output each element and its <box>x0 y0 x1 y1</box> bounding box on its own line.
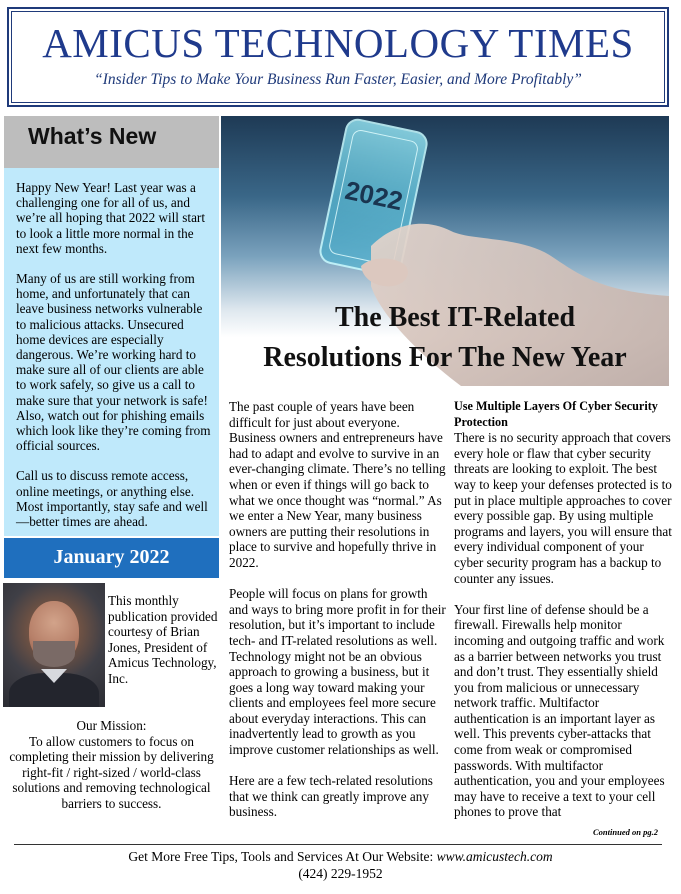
whats-new-title: What’s New <box>28 123 157 149</box>
mission-statement <box>4 718 219 812</box>
phone-year-text: 2022 <box>342 174 406 217</box>
mission-heading: Our Mission: <box>76 718 147 733</box>
footer-prefix: Get More Free Tips, Tools and Services At Our Website: <box>128 849 437 864</box>
whats-new-paragraph: Many of us are still working from home, and unfortunately that can leave business networks vulnerable to malicious attacks. Unsecured home devices are especially dangerous. We’re working hard to make sure all of our clients are able to work safely, so give us a call to make sure that your network is safe! Also, watch out for phishing emails which look like they’re coming from official sources. <box>16 271 211 454</box>
continued-note: Continued on pg.2 <box>593 827 658 837</box>
article-paragraph: Here are a few tech-related resolutions that we think can greatly improve any business. <box>229 773 433 820</box>
article-paragraph: People will focus on plans for growth and ways to bring more profit in for their resolution, but it’s important to include tech- and IT-related resolutions as well. Technology might not be an obvious approach to growing a business, but it goes a long way toward making your clients and employees feel more secure about everyday interactions. This can inadvertently lead to growth as you improve customer relationships as well. <box>229 586 446 758</box>
issue-date-bar <box>4 538 219 578</box>
newsletter-tagline: “Insider Tips to Make Your Business Run Faster, Easier, and More Profitably” <box>94 71 582 88</box>
newsletter-title: AMICUS TECHNOLOGY TIMES <box>42 20 634 66</box>
footer-website-line <box>0 849 681 865</box>
article-column-1 <box>229 399 449 836</box>
whats-new-paragraph: Happy New Year! Last year was a challenging one for all of us, and we’re all hoping that 2022 will start to look a little more normal in the next few months. <box>16 180 205 256</box>
footer-phone: (424) 229-1952 <box>298 866 383 881</box>
author-photo <box>3 583 105 707</box>
article-paragraph: Your first line of defense should be a firewall. Firewalls help monitor incoming and outgoing traffic and work as a barrier between networks you trust and don’t trust. They essentially shield you from malicious or unnecessary network traffic. Multifactor authentication is an important layer as well. This prevents cyber-attacks that come from weak or compromised passwords. With multifactor authentication, you and your employees may have to receive a text to your cell phones to prove that <box>454 601 665 820</box>
issue-date: January 2022 <box>53 546 170 568</box>
article-title-line2: Resolutions For The New Year <box>263 342 627 373</box>
footer-divider <box>14 844 662 845</box>
article-paragraph: There is no security approach that covers every hole or flaw that cyber security threats are looking to exploit. The best way to keep your defenses protected is to put in place multiple approaches to cover every possible gap. By using multiple programs and layers, you will ensure that every individual component of your cyber security program has a backup to counter any issues. <box>454 430 672 586</box>
hero-image <box>221 116 669 386</box>
footer-website-link[interactable]: www.amicustech.com <box>436 849 553 864</box>
whats-new-box <box>4 168 219 536</box>
article-title-line1: The Best IT-Related <box>334 302 576 333</box>
whats-new-header <box>4 116 219 168</box>
article-subheading: Use Multiple Layers Of Cyber Security Protection <box>454 399 658 429</box>
whats-new-paragraph: Call us to discuss remote access, online meetings, or anything else. Most importantly, stay safe and well—better times are ahead. <box>16 468 208 530</box>
mission-text: To allow customers to focus on completing their mission by delivering right-fit / right-sized / world-class solutions and removing technological barriers to success. <box>9 733 214 811</box>
masthead <box>7 7 669 107</box>
courtesy-note: This monthly publication provided courtesy of Brian Jones, President of Amicus Technology, Inc. <box>108 593 218 686</box>
article-column-2 <box>454 399 672 836</box>
article-paragraph: The past couple of years have been difficult for just about everyone. Business owners and entrepreneurs have had to adapt and evolve to survive in an ever-changing climate. There’s no telling when or even if things will go back to what we once thought was “normal.” As we enter a New Year, many business owners are putting their resolutions in place to survive and hopefully thrive in 2022. <box>229 399 446 570</box>
